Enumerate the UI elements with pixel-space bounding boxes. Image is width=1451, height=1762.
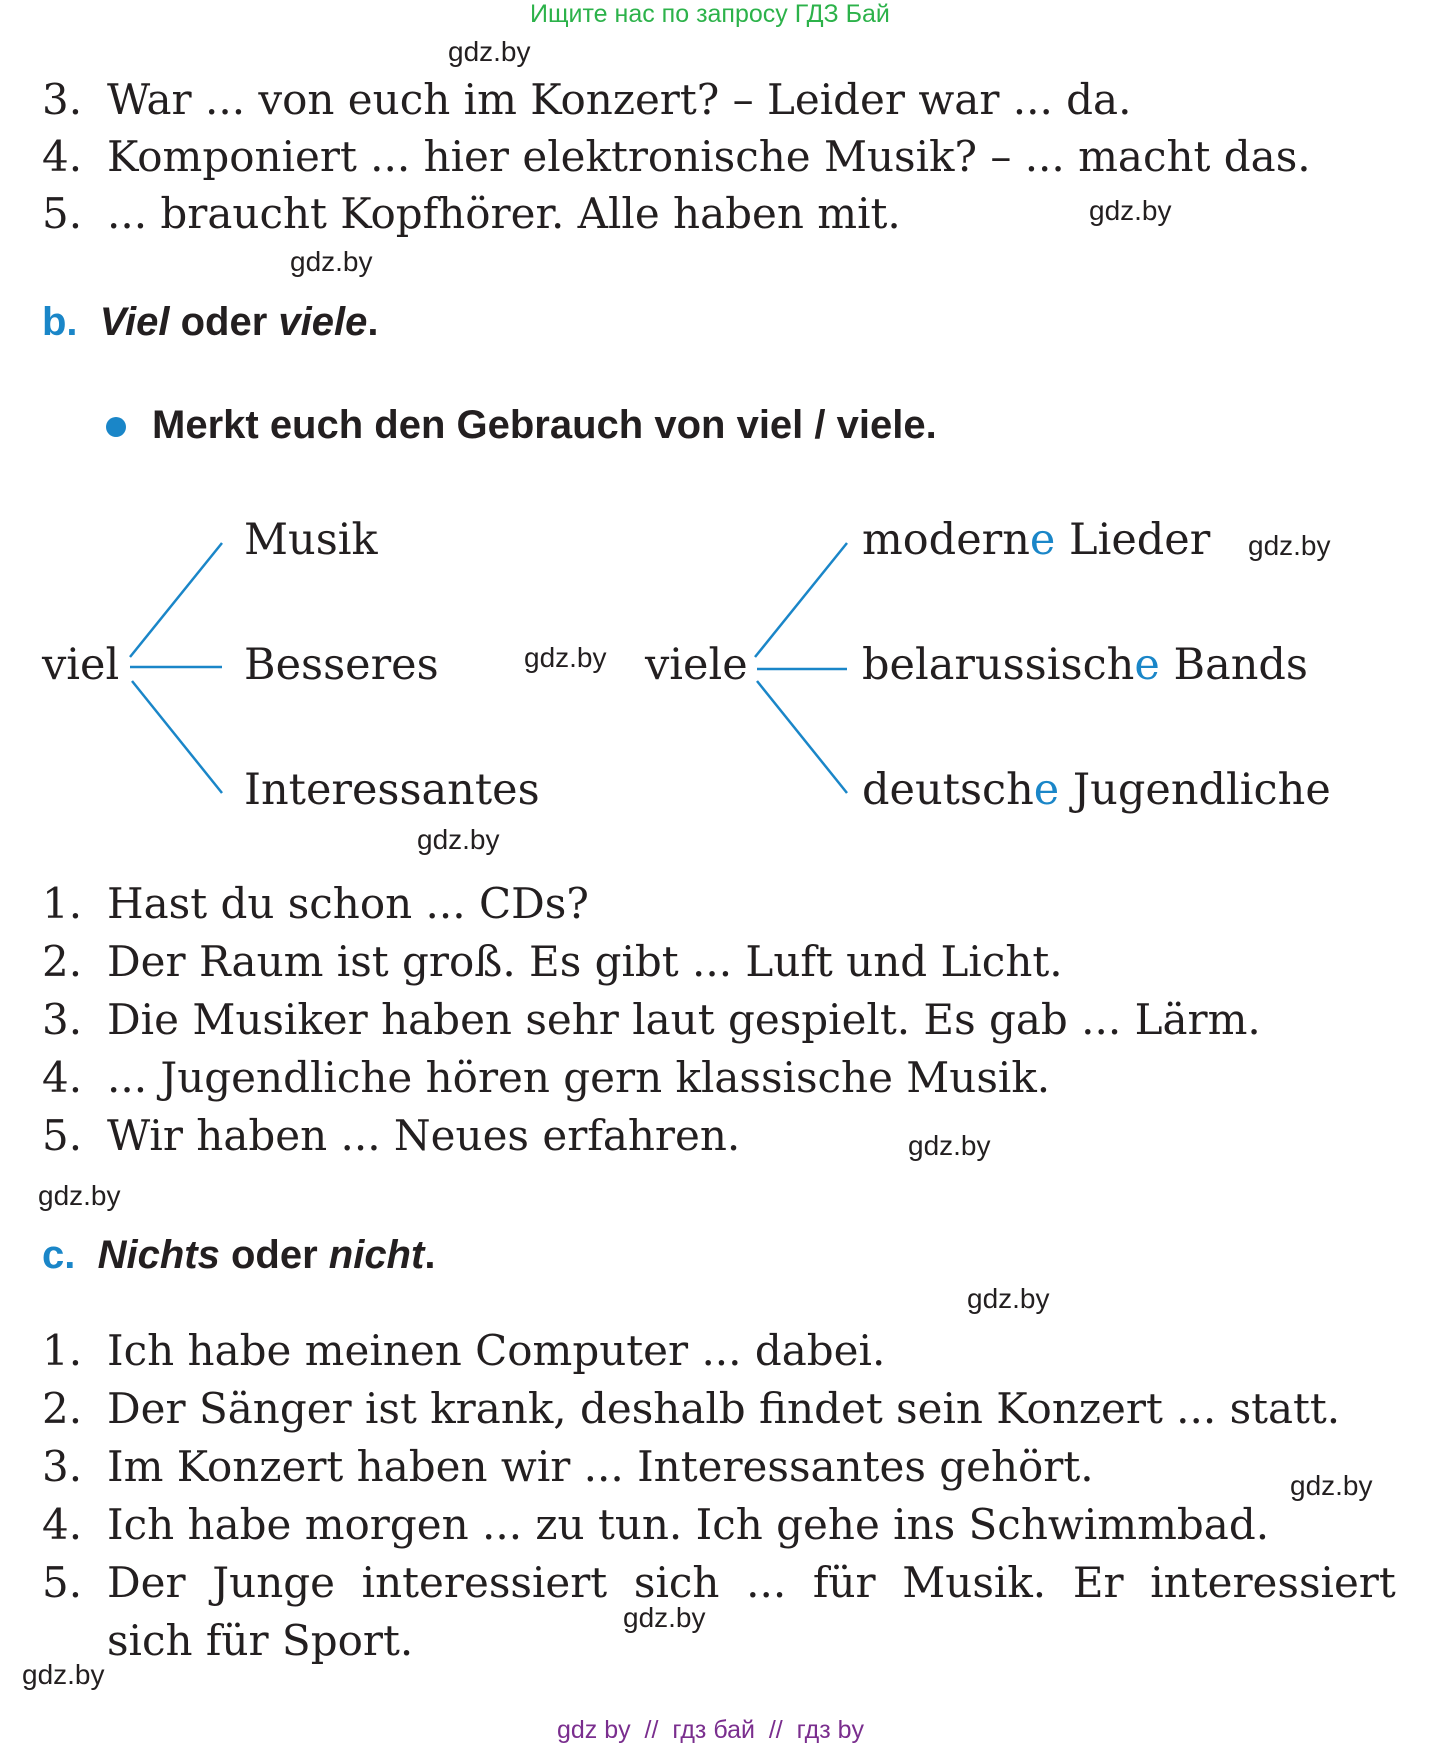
item-text: ... braucht Kopfhörer. Alle haben mit. [107,189,901,238]
item-number: 4. [42,1500,83,1549]
viele-branch-2: belarussische Bands [862,640,1308,690]
item-text: Die Musiker haben sehr laut gespielt. Es gab ... Lärm. [107,995,1261,1044]
section-letter: c. [42,1233,76,1277]
heading-mid: oder [219,1233,329,1277]
heading-end: . [367,300,379,344]
item-text: Der Sänger ist krank, deshalb findet sein Konzert ... statt. [107,1384,1341,1433]
section-letter: b. [42,300,78,344]
heading-word-2: nicht [328,1233,425,1277]
item-text: Ich habe meinen Computer ... dabei. [107,1326,886,1375]
item-text: Hast du schon ... CDs? [107,879,589,928]
watermark: gdz.by [1290,1470,1373,1501]
heading-word-1: Viel [99,300,170,344]
item-number: 3. [42,75,83,124]
item-number: 1. [42,879,83,928]
watermark: gdz.by [908,1130,991,1161]
item-number: 1. [42,1326,83,1375]
watermark: gdz.by [38,1180,121,1211]
watermark: gdz.by [417,824,500,855]
watermark: gdz.by [448,36,531,67]
viele-branch-3: deutsche Jugendliche [862,765,1331,815]
heading-end: . [424,1233,436,1277]
watermark: gdz.by [524,642,607,673]
exercise-c-item-5-continuation: sich für Sport. [107,1616,414,1665]
viel-branch-3: Interessantes [244,765,540,815]
heading-mid: oder [169,300,279,344]
viele-root: viele [645,640,748,690]
heading-word-1: Nichts [97,1233,220,1277]
viel-branch-2: Besseres [244,640,439,690]
bottom-banner: gdz by // гдз бай // гдз by [557,1716,865,1744]
item-number: 3. [42,1442,83,1491]
watermark: gdz.by [290,246,373,277]
viel-branch-line-top [130,543,222,657]
watermark: gdz.by [967,1283,1050,1314]
viel-branch-line-bottom [132,681,222,793]
watermark: gdz.by [1089,195,1172,226]
item-text: Komponiert ... hier elektronische Musik? – ... macht das. [107,132,1311,181]
watermark: gdz.by [22,1659,105,1690]
viel-branch-1: Musik [244,515,378,565]
rule-heading: Merkt euch den Gebrauch von viel / viele. [152,403,937,447]
heading-word-2: viele [278,300,368,344]
item-text: Wir haben ... Neues erfahren. [107,1111,741,1160]
item-text: ... Jugendliche hören gern klassische Musik. [107,1053,1051,1102]
watermark: gdz.by [623,1602,706,1633]
section-c-heading [42,1233,435,1278]
watermark: gdz.by [1248,530,1331,561]
item-number: 4. [42,132,83,181]
viel-root: viel [42,640,120,690]
item-text: War ... von euch im Konzert? – Leider war ... da. [107,75,1132,124]
item-number: 4. [42,1053,83,1102]
viele-branch-line-bottom [757,681,847,793]
viele-branch-line-top [755,543,847,657]
item-number: 2. [42,1384,83,1433]
top-banner: Ищите нас по запросу ГДЗ Бай [530,0,890,28]
item-number: 3. [42,995,83,1044]
item-text: Der Junge interessiert sich ... für Musik. Er interessiert [107,1558,1396,1607]
item-number: 2. [42,937,83,986]
item-text: Ich habe morgen ... zu tun. Ich gehe ins Schwimmbad. [107,1500,1270,1549]
item-text: Im Konzert haben wir ... Interessantes gehört. [107,1442,1094,1491]
item-number: 5. [42,1558,83,1607]
viele-branch-1: moderne Lieder [862,515,1211,565]
item-text: Der Raum ist groß. Es gibt ... Luft und Licht. [107,937,1063,986]
item-number: 5. [42,189,83,238]
item-number: 5. [42,1111,83,1160]
